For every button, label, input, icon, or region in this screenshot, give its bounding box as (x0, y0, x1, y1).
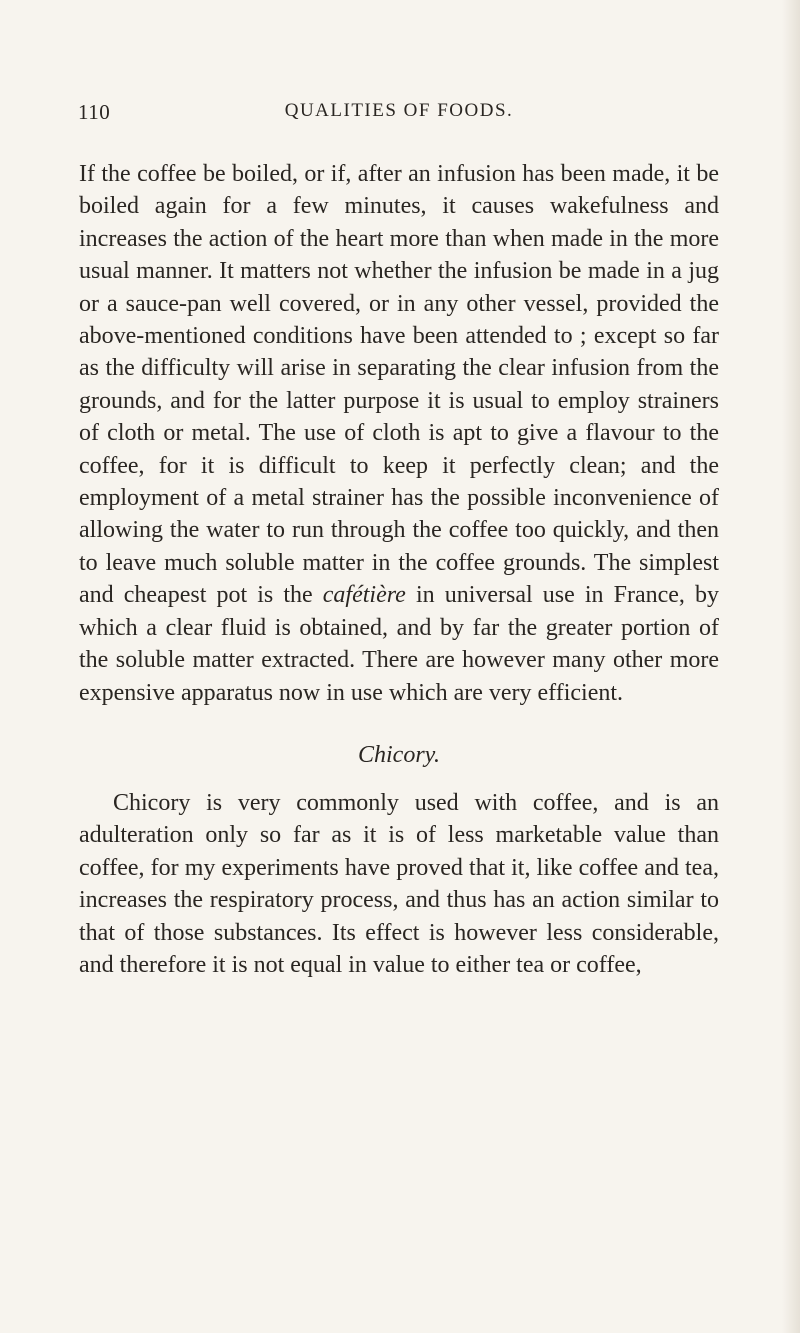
header-title: QUALITIES OF FOODS. (284, 100, 514, 121)
section-heading-chicory: Chicory. (358, 741, 440, 768)
italic-term-cafetiere: cafétière (322, 582, 406, 609)
paragraph-text-after-italic: in universal use in France, by which a clear fluid is obtained, and by far the greater portion of the soluble matter extracted. There are however many other more expensive apparatus now in use which are very efficient. (79, 582, 720, 706)
paragraph-chicory: Chicory is very commonly used with coffee, and is an adulteration only so far as it is of less marketable value than coffee, for my experiments have proved that it, like coffee and tea, increases the respiratory process, and thus has an action similar to that of those substances. Its effect is however less considerable, and therefore it is not equal in value to either tea or coffee, (79, 789, 719, 978)
running-head (78, 100, 720, 130)
page-edge-shadow (782, 0, 800, 1333)
page-number: 110 (78, 100, 111, 124)
paragraph-coffee-preparation (79, 158, 719, 709)
body-text (79, 158, 719, 981)
paragraph-text-before-italic: If the coffee be boiled, or if, after an infusion has been made, it be boiled again for a few minutes, it causes wakefulness and increases the action of the heart more than when made in the more usual manner. It matters not whether the infusion be made in a jug or a sauce-pan well covered, or in any other vessel, provided the above-mentioned conditions have been attended to ; except so far as the difficulty will arise in separating the clear infusion from the grounds, and for the latter purpose it is usual to employ strainers of cloth or metal. The use of cloth is apt to give a flavour to the coffee, for it is difficult to keep it perfectly clean; and the employment of a metal strainer has the possible inconvenience of allowing the water to run through the coffee too quickly, and then to leave much soluble matter in the coffee grounds. The simplest and cheapest pot is the (79, 161, 719, 609)
